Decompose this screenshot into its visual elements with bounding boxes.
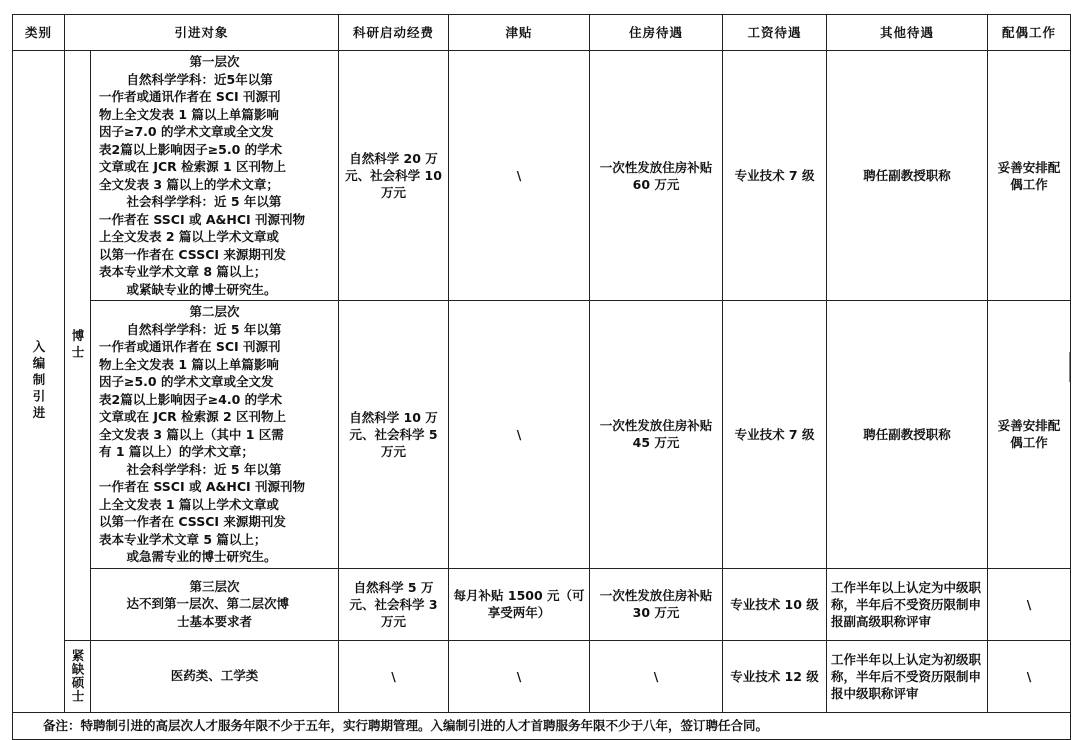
- target-line: 物上全文发表 1 篇以上单篇影响: [99, 356, 279, 372]
- master-label: 紧缺硕士: [65, 640, 91, 712]
- target-cell: [91, 51, 339, 301]
- note-row: [13, 712, 1071, 739]
- funding-cell: \: [339, 640, 449, 712]
- target-line: 表本专业学术文章 8 篇以上；: [99, 264, 267, 279]
- target-line: 自然科学学科：近5年以第: [126, 71, 273, 87]
- salary-cell: 专业技术 10 级: [723, 568, 827, 640]
- target-line: 第二层次: [189, 304, 240, 319]
- other-cell: 工作半年以上认定为初级职称，半年后不受资历限制申报中级职称评审: [827, 640, 988, 712]
- target-cell: [91, 301, 339, 569]
- table-row: [13, 51, 1071, 301]
- table-row: [13, 640, 1071, 712]
- target-line: 因子≥5.0 的学术文章或全文发: [99, 374, 274, 389]
- target-line: 第一层次: [189, 54, 240, 69]
- target-line: 社会科学学科：近 5 年以第: [126, 194, 282, 209]
- target-line: 士基本要求者: [177, 613, 253, 629]
- target-cell: [91, 640, 339, 712]
- target-line: 文章或在 JCR 检索源 1 区刊物上: [99, 159, 287, 174]
- funding-cell: 自然科学 10 万元、社会科学 5 万元: [339, 301, 449, 569]
- target-line: 或急需专业的博士研究生。: [126, 549, 277, 564]
- target-line: 表2篇以上影响因子≥4.0 的学术: [99, 391, 283, 407]
- salary-cell: 专业技术 7 级: [723, 301, 827, 569]
- target-cell: [91, 568, 339, 640]
- target-line: 或紧缺专业的博士研究生。: [126, 281, 277, 297]
- funding-cell: 自然科学 20 万元、社会科学 10 万元: [339, 51, 449, 301]
- allowance-cell: \: [449, 301, 590, 569]
- talent-policy-table: [12, 14, 1071, 740]
- target-line: 上全文发表 2 篇以上学术文章或: [99, 229, 279, 244]
- header-allowance: 津贴: [449, 15, 590, 51]
- target-line: 以第一作者在 CSSCI 来源期刊发: [99, 514, 286, 529]
- target-line: 有 1 篇以上）的学术文章；: [99, 444, 254, 459]
- table-row: [13, 568, 1071, 640]
- spouse-cell: \: [988, 568, 1071, 640]
- header-target: 引进对象: [65, 15, 339, 51]
- other-cell: 工作半年以上认定为中级职称，半年后不受资历限制申报副高级职称评审: [827, 568, 988, 640]
- housing-cell: 一次性发放住房补贴 45 万元: [590, 301, 723, 569]
- target-line: 表2篇以上影响因子≥5.0 的学术: [99, 141, 283, 157]
- header-row: [13, 15, 1071, 51]
- table-row: [13, 301, 1071, 569]
- salary-cell: 专业技术 7 级: [723, 51, 827, 301]
- housing-cell: \: [590, 640, 723, 712]
- table-wrapper: [12, 14, 1071, 740]
- housing-cell: 一次性发放住房补贴 30 万元: [590, 568, 723, 640]
- target-line: 上全文发表 1 篇以上学术文章或: [99, 496, 279, 512]
- header-salary: 工资待遇: [723, 15, 827, 51]
- allowance-cell: \: [449, 51, 590, 301]
- target-line: 达不到第一层次、第二层次博: [126, 596, 290, 612]
- target-line: 全文发表 3 篇以上的学术文章；: [99, 176, 279, 192]
- header-other: 其他待遇: [827, 15, 988, 51]
- target-line: 表本专业学术文章 5 篇以上；: [99, 531, 267, 547]
- allowance-cell: \: [449, 640, 590, 712]
- header-funding: 科研启动经费: [339, 15, 449, 51]
- spouse-cell: \: [988, 640, 1071, 712]
- spouse-cell: 妥善安排配偶工作: [988, 301, 1071, 569]
- salary-cell: 专业技术 12 级: [723, 640, 827, 712]
- target-line: 全文发表 3 篇以上（其中 1 区需: [99, 426, 284, 442]
- header-category: 类别: [13, 15, 65, 51]
- header-housing: 住房待遇: [590, 15, 723, 51]
- other-cell: 聘任副教授职称: [827, 301, 988, 569]
- page-edge-marker: [1069, 352, 1078, 382]
- target-line: 第三层次: [189, 578, 240, 594]
- target-line: 一作者或通讯作者在 SCI 刊源刊: [99, 89, 281, 104]
- target-line: 自然科学学科：近 5 年以第: [126, 321, 282, 337]
- housing-cell: 一次性发放住房补贴 60 万元: [590, 51, 723, 301]
- target-line: 以第一作者在 CSSCI 来源期刊发: [99, 246, 286, 262]
- target-line: 一作者或通讯作者在 SCI 刊源刊: [99, 339, 281, 354]
- allowance-cell: 每月补贴 1500 元（可享受两年）: [449, 568, 590, 640]
- target-line: 因子≥7.0 的学术文章或全文发: [99, 124, 274, 139]
- spouse-cell: 妥善安排配偶工作: [988, 51, 1071, 301]
- other-cell: 聘任副教授职称: [827, 51, 988, 301]
- header-spouse: 配偶工作: [988, 15, 1071, 51]
- target-line: 一作者在 SSCI 或 A&HCI 刊源刊物: [99, 211, 306, 227]
- category-cell: 入编制引进: [13, 51, 65, 713]
- target-line: 文章或在 JCR 检索源 2 区刊物上: [99, 409, 287, 424]
- note-text: 备注：特聘制引进的高层次人才服务年限不少于五年，实行聘期管理。入编制引进的人才首聘服务年限不少于八年，签订聘任合同。: [13, 712, 1071, 739]
- target-line: 医药类、工学类: [170, 668, 259, 684]
- funding-cell: 自然科学 5 万元、社会科学 3 万元: [339, 568, 449, 640]
- doctor-label: 博士: [65, 51, 91, 641]
- target-line: 物上全文发表 1 篇以上单篇影响: [99, 106, 279, 122]
- target-line: 社会科学学科：近 5 年以第: [126, 461, 282, 477]
- target-line: 一作者在 SSCI 或 A&HCI 刊源刊物: [99, 479, 306, 494]
